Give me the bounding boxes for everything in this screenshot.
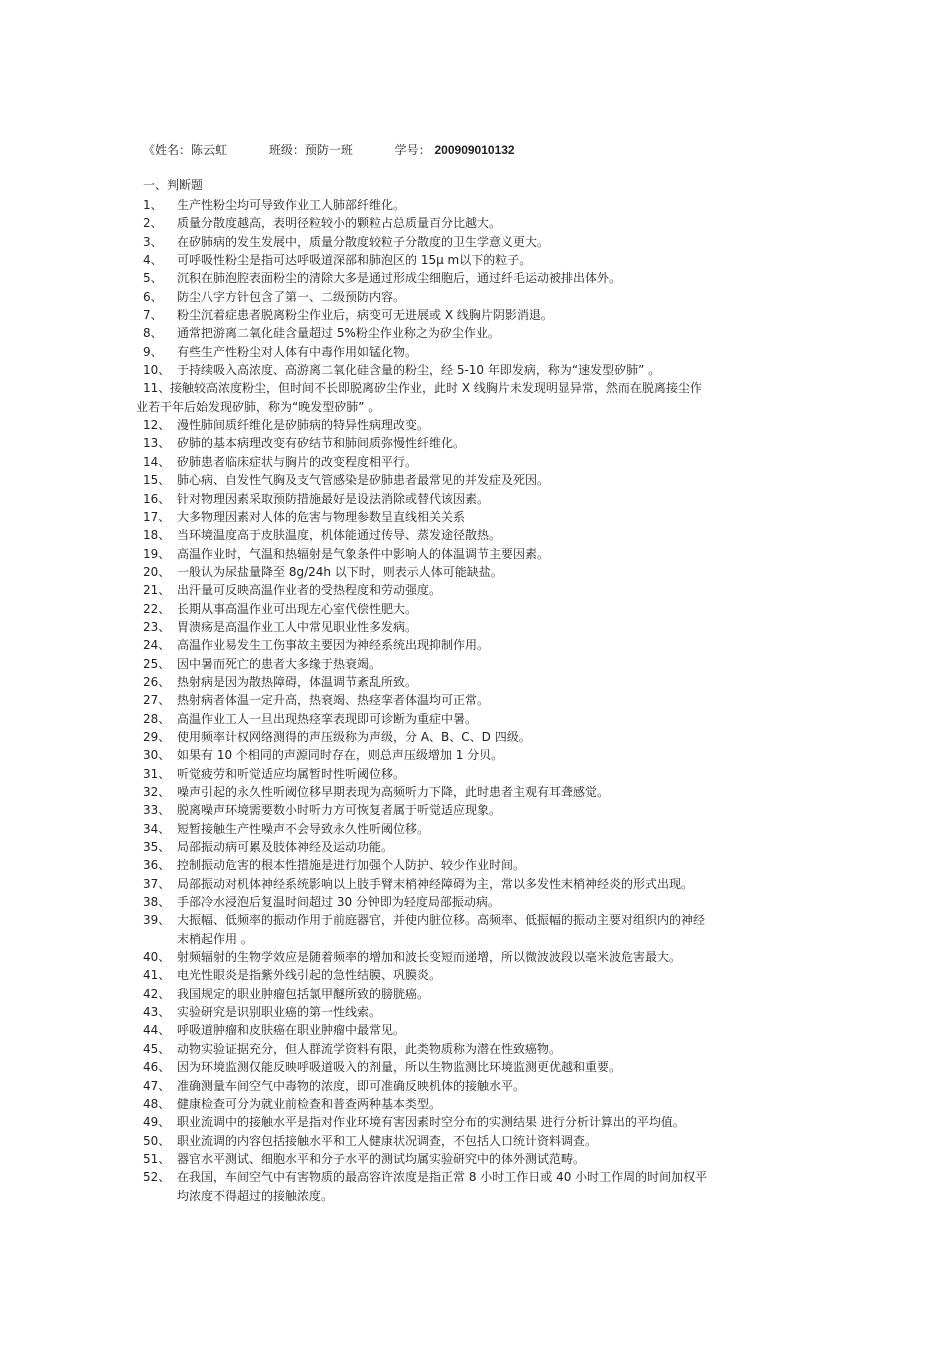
question-number: 33、	[143, 803, 171, 818]
question-text: 呼吸道肿瘤和皮肤癌在职业肿瘤中最常见。	[177, 1023, 406, 1038]
question-text: 局部振动对机体神经系统影响以上肢手臂末梢神经障碍为主，常以多发性末梢神经炎的形式出现。	[177, 876, 694, 891]
question-text: 电光性眼炎是指紫外线引起的急性结膜、巩膜炎。	[177, 968, 442, 983]
question-number: 27、	[143, 693, 171, 708]
question-item	[143, 948, 803, 966]
question-number: 21、	[143, 583, 171, 598]
question-text: 器官水平测试、细胞水平和分子水平的测试均属实验研究中的体外测试范畴。	[177, 1151, 586, 1166]
question-text: 于持续吸入高浓度、高游离二氧化硅含量的粉尘，经 5-10 年即发病，称为“速发型矽肺” 。	[177, 363, 661, 378]
question-item	[143, 416, 803, 434]
question-text: 实验研究是识别职业癌的第一性线索。	[177, 1005, 382, 1020]
question-item	[143, 710, 803, 728]
question-item	[143, 1132, 803, 1150]
question-item	[143, 911, 803, 948]
question-number: 36、	[143, 858, 171, 873]
question-number: 51、	[143, 1151, 171, 1166]
question-item	[143, 563, 803, 581]
question-text: 准确测量车间空气中毒物的浓度，即可准确反映机体的接触水平。	[177, 1078, 526, 1093]
question-text: 射频辐射的生物学效应是随着频率的增加和波长变短而递增，所以微波波段以毫米波危害最大。	[177, 950, 682, 965]
question-text: 长期从事高温作业可出现左心室代偿性肥大。	[177, 601, 418, 616]
question-item	[143, 343, 803, 361]
student-class: 班级：预防一班	[268, 143, 353, 157]
question-text: 热射病者体温一定升高，热衰竭、热痉挛者体温均可正常。	[177, 693, 490, 708]
question-text: 大振幅、低频率的振动作用于前庭器官，并使内脏位移。高频率、低振幅的振动主要对组织内的神经	[177, 913, 706, 928]
question-number: 24、	[143, 638, 171, 653]
question-text: 噪声引起的永久性听阈位移早期表现为高频听力下降，此时患者主观有耳聋感觉。	[177, 785, 610, 799]
question-text: 在矽肺病的发生发展中，质量分散度较粒子分散度的卫生学意义更大。	[177, 234, 550, 249]
question-number: 42、	[143, 986, 171, 1001]
question-item	[143, 600, 803, 618]
question-number: 34、	[143, 821, 171, 836]
question-item	[143, 1040, 803, 1058]
question-number: 14、	[143, 454, 171, 469]
question-text: 热射病是因为散热障碍，体温调节紊乱所致。	[177, 674, 418, 689]
question-item	[143, 838, 803, 856]
question-number: 23、	[143, 619, 171, 634]
question-item	[143, 1150, 803, 1168]
question-number: 4、	[143, 253, 163, 268]
question-text: 可呼吸性粉尘是指可达呼吸道深部和肺泡区的 15μ m以下的粒子。	[177, 253, 532, 268]
question-text: 出汗量可反映高温作业者的受热程度和劳动强度。	[177, 583, 442, 598]
question-text: 听觉疲劳和听觉适应均属暂时性听阈位移。	[177, 766, 406, 781]
question-number: 9、	[143, 344, 163, 359]
question-item	[143, 1058, 803, 1076]
question-item	[143, 1113, 803, 1131]
question-text: 一般认为尿盐量降至 8g/24h 以下时，则表示人体可能缺盐。	[177, 564, 503, 579]
question-text: 高温作业易发生工伤事故主要因为神经系统出现抑制作用。	[177, 638, 490, 653]
question-number: 12、	[143, 418, 171, 433]
question-number: 20、	[143, 564, 171, 579]
question-item	[143, 581, 803, 599]
question-item	[143, 801, 803, 819]
question-number: 44、	[143, 1023, 171, 1038]
question-text: 如果有 10 个相同的声源同时存在，则总声压级增加 1 分贝。	[177, 748, 504, 763]
question-item	[143, 196, 803, 214]
question-text: 控制振动危害的根本性措施是进行加强个人防护、较少作业时间。	[177, 858, 526, 873]
question-item	[136, 379, 803, 416]
question-item	[143, 618, 803, 636]
question-text: 通常把游离二氧化硅含量超过 5%粉尘作业称之为矽尘作业。	[177, 326, 500, 341]
question-text: 我国规定的职业肿瘤包括氯甲醚所致的膀胱癌。	[177, 986, 430, 1001]
question-text: 质量分散度越高，表明径粒较小的颗粒占总质量百分比越大。	[177, 216, 502, 231]
question-item	[143, 1077, 803, 1095]
question-text: 局部振动病可累及肢体神经及运动功能。	[177, 840, 394, 855]
question-item	[143, 1003, 803, 1021]
student-id-label: 学号：	[394, 143, 431, 157]
question-number: 26、	[143, 674, 171, 689]
question-item	[143, 875, 803, 893]
question-number: 39、	[143, 913, 171, 928]
question-item	[143, 434, 803, 452]
question-item	[143, 820, 803, 838]
question-number: 29、	[143, 729, 171, 744]
question-item	[143, 306, 803, 324]
question-text: 因为环境监测仅能反映呼吸道吸入的剂量，所以生物监测比环境监测更优越和重要。	[177, 1060, 622, 1075]
question-item	[143, 783, 803, 801]
question-item	[143, 269, 803, 287]
question-item	[143, 214, 803, 232]
question-number: 35、	[143, 840, 171, 855]
question-item	[143, 453, 803, 471]
question-text: 使用频率计权网络测得的声压级称为声级，分 A、B、C、D 四级。	[177, 729, 531, 744]
question-item	[143, 233, 803, 251]
question-number: 5、	[143, 271, 163, 286]
question-item	[143, 545, 803, 563]
question-item	[143, 691, 803, 709]
question-number: 28、	[143, 711, 171, 726]
question-text: 脱离噪声环境需要数小时听力方可恢复者属于听觉适应现象。	[177, 803, 502, 818]
question-text: 当环境温度高于皮肤温度，机体能通过传导、蒸发途径散热。	[177, 528, 502, 543]
question-text: 健康检查可分为就业前检查和普查两种基本类型。	[177, 1096, 442, 1111]
question-list	[136, 196, 803, 1205]
question-text: 大多物理因素对人体的危害与物理参数呈直线相关关系	[177, 509, 466, 524]
question-text: 接触较高浓度粉尘，但时间不长即脱离矽尘作业，此时 X 线胸片未发现明显异常，然而在脱离接尘作	[170, 381, 702, 396]
question-number: 2、	[143, 216, 163, 231]
question-number: 3、	[143, 234, 163, 249]
question-number: 32、	[143, 785, 171, 799]
student-info-header	[143, 142, 515, 158]
question-number: 17、	[143, 509, 171, 524]
question-text: 因中暑而死亡的患者大多缘于热衰竭。	[177, 656, 382, 671]
question-item	[143, 728, 803, 746]
question-text: 胃溃疡是高温作业工人中常见职业性多发病。	[177, 619, 418, 634]
question-item	[143, 508, 803, 526]
question-number: 41、	[143, 968, 171, 983]
question-text: 沉积在肺泡腔表面粉尘的清除大多是通过形成尘细胞后，通过纤毛运动被排出体外。	[177, 271, 622, 286]
question-number: 46、	[143, 1060, 171, 1075]
question-text: 职业流调的内容包括接触水平和工人健康状况调查，不包括人口统计资料调查。	[177, 1133, 598, 1148]
question-number: 52、	[143, 1170, 171, 1185]
question-text: 生产性粉尘均可导致作业工人肺部纤维化。	[177, 198, 406, 212]
question-item	[143, 361, 803, 379]
question-item	[143, 288, 803, 306]
question-item	[143, 324, 803, 342]
student-name: 《姓名：陈云虹	[143, 143, 228, 157]
question-number: 1、	[143, 198, 163, 212]
question-number: 13、	[143, 436, 171, 451]
question-number: 38、	[143, 895, 171, 910]
question-number: 19、	[143, 546, 171, 561]
question-item	[143, 856, 803, 874]
question-item	[143, 636, 803, 654]
question-text: 职业流调中的接触水平是指对作业环境有害因素时空分布的实测结果 进行分析计算出的平均值。	[177, 1115, 685, 1130]
question-number: 50、	[143, 1133, 171, 1148]
question-number: 7、	[143, 308, 163, 323]
question-item	[143, 526, 803, 544]
question-text: 矽肺患者临床症状与胸片的改变程度相平行。	[177, 454, 418, 469]
question-number: 48、	[143, 1096, 171, 1111]
question-item	[143, 655, 803, 673]
question-text-continued: 末梢起作用 。	[177, 931, 253, 946]
question-number: 31、	[143, 766, 171, 781]
question-item	[143, 746, 803, 764]
question-text: 在我国，车间空气中有害物质的最高容许浓度是指正常 8 小时工作日或 40 小时工作周的时间加权平	[177, 1170, 708, 1185]
question-item	[143, 673, 803, 691]
question-item	[143, 251, 803, 269]
question-number: 40、	[143, 950, 171, 965]
question-number: 8、	[143, 326, 163, 341]
question-number: 45、	[143, 1041, 171, 1056]
question-number: 49、	[143, 1115, 171, 1130]
question-number: 22、	[143, 601, 171, 616]
question-number: 30、	[143, 748, 171, 763]
question-item	[143, 893, 803, 911]
question-text: 高温作业工人一旦出现热痉挛表现即可诊断为重症中暑。	[177, 711, 478, 726]
question-text: 矽肺的基本病理改变有矽结节和肺间质弥慢性纤维化。	[177, 436, 466, 451]
question-number: 15、	[143, 473, 171, 488]
question-number: 43、	[143, 1005, 171, 1020]
question-text: 高温作业时，气温和热辐射是气象条件中影响人的体温调节主要因素。	[177, 546, 550, 561]
section-title: 一、判断题	[143, 178, 204, 192]
question-text-continued: 业若干年后始发现矽肺，称为“晚发型矽肺” 。	[136, 399, 381, 414]
question-item	[143, 1168, 803, 1205]
question-text: 漫性肺间质纤维化是矽肺病的特异性病理改变。	[177, 418, 430, 433]
question-number: 47、	[143, 1078, 171, 1093]
question-text: 防尘八字方针包含了第一、二级预防内容。	[177, 289, 406, 304]
question-item	[143, 471, 803, 489]
question-number: 25、	[143, 656, 171, 671]
question-number: 6、	[143, 289, 163, 304]
question-text: 肺心病、自发性气胸及支气管感染是矽肺患者最常见的并发症及死因。	[177, 473, 550, 488]
question-number: 10、	[143, 363, 171, 378]
question-text-continued: 均浓度不得超过的接触浓度。	[177, 1188, 334, 1203]
question-item	[143, 1021, 803, 1039]
question-item	[143, 1095, 803, 1113]
question-number: 18、	[143, 528, 171, 543]
question-item	[143, 985, 803, 1003]
question-item	[143, 765, 803, 783]
question-text: 针对物理因素采取预防措施最好是设法消除或替代该因素。	[177, 491, 490, 506]
question-item	[143, 490, 803, 508]
question-text: 粉尘沉着症患者脱离粉尘作业后，病变可无进展或 X 线胸片阴影消退。	[177, 308, 553, 323]
question-number: 37、	[143, 876, 171, 891]
question-item	[143, 966, 803, 984]
question-text: 有些生产性粉尘对人体有中毒作用如锰化物。	[177, 344, 418, 359]
question-number: 16、	[143, 491, 171, 506]
student-id-value: 200909010132	[434, 143, 515, 157]
question-number: 11、	[143, 381, 171, 396]
question-text: 手部冷水浸泡后复温时间超过 30 分钟即为轻度局部振动病。	[177, 895, 500, 910]
question-text: 短暂接触生产性噪声不会导致永久性听阈位移。	[177, 821, 430, 836]
question-text: 动物实验证据充分，但人群流学资料有限，此类物质称为潜在性致癌物。	[177, 1041, 562, 1056]
